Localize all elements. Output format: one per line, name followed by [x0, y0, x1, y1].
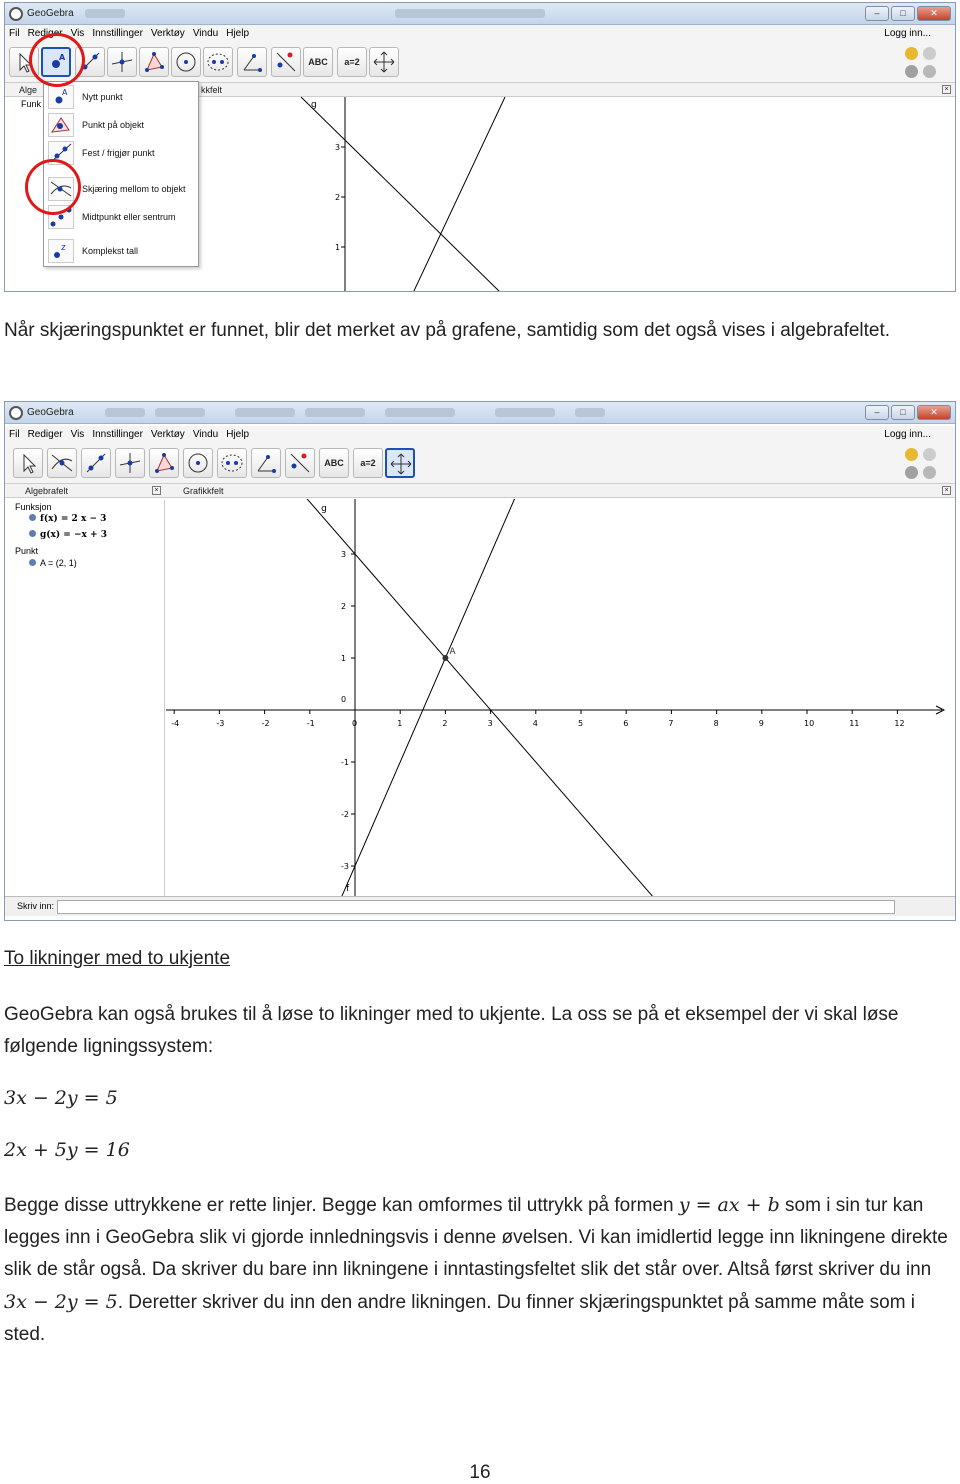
close-panel-icon[interactable]: × — [942, 486, 951, 495]
redo-icon[interactable] — [923, 47, 936, 60]
y-tick-label: -3 — [341, 862, 349, 871]
point-icon — [48, 85, 74, 109]
blurred-tab — [495, 408, 555, 417]
maximize-button[interactable]: □ — [891, 405, 915, 420]
intersect-tool-button[interactable] — [47, 448, 77, 478]
inline-math-equation: 3𝑥 − 2𝑦 = 5 — [4, 1291, 118, 1313]
line-label-g: g — [321, 504, 327, 514]
ellipse-icon — [220, 451, 244, 475]
maximize-button[interactable]: □ — [891, 6, 915, 21]
menu-vis[interactable]: Vis — [70, 429, 85, 440]
svg-text:A: A — [59, 53, 66, 62]
algebra-partial: Funk — [21, 99, 42, 109]
y-tick-label: 0 — [341, 695, 347, 704]
graphics-view-2[interactable] — [166, 499, 948, 897]
paragraph-explanation: Begge disse uttrykkene er rette linjer. Begge kan omformes til uttrykk på formen 𝑦 = 𝑎𝑥 + 𝑏 som i sin tur kan legges inn i GeoGebra slik vi gjorde innledningsvis i denne øvelsen. Vi kan imidlertid legge inn likningene direkte slik de står også. Da skriver du bare inn likningene i inntastingsfeltet slik det står over. Altså først skriver du inn 3𝑥 − 2𝑦 = 5. Deretter skriver du inn den andre likningen. Du finner skjæringspunktet på samme måte som i sted. — [4, 1194, 948, 1345]
x-tick-label: 2 — [442, 719, 448, 728]
close-panel-icon[interactable]: × — [942, 85, 951, 94]
move-view-tool-button[interactable] — [385, 448, 415, 478]
algebra-item-g[interactable]: g(x) = −x + 3 — [29, 530, 107, 540]
tree-group-punkt[interactable]: Punkt — [15, 546, 39, 556]
reflect-tool-button[interactable] — [271, 47, 301, 77]
ellipse-icon — [206, 50, 230, 74]
perpendicular-tool-button[interactable] — [115, 448, 145, 478]
x-tick-label: 0 — [352, 719, 358, 728]
x-tick-label: 3 — [487, 719, 493, 728]
menu-hjelp[interactable]: Hjelp — [226, 429, 250, 440]
dropdown-item-attach-detach[interactable]: Fest / frigjør punkt — [44, 138, 198, 168]
x-tick-label: 9 — [758, 719, 764, 728]
x-tick-label: -2 — [261, 719, 270, 728]
toolbar — [5, 43, 955, 83]
equation-2: 2𝑥 + 5𝑦 = 16 — [4, 1139, 130, 1161]
highlight-circle-intersect-tool — [25, 159, 81, 215]
x-tick-label: -4 — [171, 719, 180, 728]
section-heading: To likninger med to ukjente — [4, 948, 231, 969]
x-tick-label: 12 — [894, 719, 905, 728]
angle-icon — [254, 451, 278, 475]
y-tick-label: 3 — [341, 550, 347, 559]
reflect-icon — [274, 50, 298, 74]
x-tick-label: 5 — [578, 719, 584, 728]
input-label: Skriv inn: — [17, 901, 55, 911]
move-arrows-icon — [372, 50, 396, 74]
algebra-panel-header: Alge — [5, 83, 165, 97]
move-view-tool-button[interactable] — [369, 47, 399, 77]
settings-gear-icon[interactable] — [923, 466, 936, 479]
blurred-tab — [85, 9, 125, 18]
menu-rediger[interactable]: Rediger — [27, 429, 63, 440]
angle-icon — [240, 50, 264, 74]
perpendicular-line-icon — [110, 50, 134, 74]
intersection-point-A[interactable] — [442, 655, 448, 661]
menu-innstillinger[interactable]: Innstillinger — [92, 429, 143, 440]
inline-math-line-form: 𝑦 = 𝑎𝑥 + 𝑏 — [678, 1194, 780, 1216]
menu-bar — [5, 25, 955, 43]
geogebra-logo-icon — [9, 406, 23, 420]
x-tick-label: 8 — [713, 719, 719, 728]
line-label-f: f — [345, 884, 350, 894]
complex-number-icon — [48, 239, 74, 263]
y-tick-label: 1 — [341, 654, 347, 663]
login-link[interactable]: Logg inn... — [884, 28, 931, 39]
dropdown-item-midpoint[interactable]: Midtpunkt eller sentrum — [44, 202, 198, 232]
menu-vis[interactable]: Vis — [70, 28, 85, 39]
text-tool-button[interactable]: ABC — [319, 448, 349, 478]
line-label-g: g — [311, 100, 317, 110]
circle-icon — [186, 451, 210, 475]
slider-tool-button[interactable]: a=2 — [337, 47, 367, 77]
tree-group-funksjon[interactable]: Funksjon — [15, 502, 52, 512]
line-icon — [84, 451, 108, 475]
minimize-button[interactable]: – — [865, 6, 889, 21]
blurred-tab — [305, 408, 365, 417]
paragraph-intro: Når skjæringspunktet er funnet, blir det merket av på grafene, samtidig som det også vises i algebrafeltet. — [4, 320, 891, 341]
reflect-icon — [288, 451, 312, 475]
window-title: GeoGebra — [27, 8, 74, 19]
point-label-A: A — [449, 647, 456, 657]
circle-icon — [174, 50, 198, 74]
y-tick-label: 2 — [341, 602, 347, 611]
graphics-panel-header: kkfelt × — [165, 83, 955, 97]
undo-icon[interactable] — [905, 47, 918, 60]
close-button[interactable]: ✕ — [917, 6, 951, 21]
undo-redo-group — [905, 47, 941, 81]
polygon-icon — [152, 451, 176, 475]
x-tick-label: 7 — [668, 719, 674, 728]
menu-vindu[interactable]: Vindu — [192, 429, 219, 440]
help-icon[interactable] — [905, 466, 918, 479]
y-tick-label: 1 — [335, 243, 341, 252]
svg-text:z: z — [61, 243, 66, 253]
x-tick-label: 10 — [804, 719, 815, 728]
menu-vindu[interactable]: Vindu — [192, 28, 219, 39]
page-number: 16 — [469, 1462, 491, 1483]
point-on-object-icon — [48, 113, 74, 137]
blurred-tab — [155, 408, 205, 417]
undo-icon[interactable] — [905, 448, 918, 461]
perpendicular-line-icon — [118, 451, 142, 475]
ellipse-tool-button[interactable] — [203, 47, 233, 77]
equation-1: 3𝑥 − 2𝑦 = 5 — [4, 1087, 118, 1109]
minimize-button[interactable]: – — [865, 405, 889, 420]
algebra-view — [5, 500, 165, 896]
blurred-tab — [385, 408, 455, 417]
visibility-dot-icon[interactable] — [29, 559, 36, 566]
close-button[interactable]: ✕ — [917, 405, 951, 420]
cursor-arrow-icon — [16, 451, 40, 475]
undo-redo-group — [905, 448, 941, 482]
y-tick-label: 2 — [335, 193, 341, 202]
redo-icon[interactable] — [923, 448, 936, 461]
graphics-view-1[interactable] — [165, 97, 955, 292]
x-tick-label: 11 — [849, 719, 860, 728]
angle-tool-button[interactable] — [237, 47, 267, 77]
dropdown-item-new-point[interactable]: A Nytt punkt — [44, 82, 198, 112]
line-tool-button[interactable] — [81, 448, 111, 478]
dropdown-item-point-on-object[interactable]: Punkt på objekt — [44, 110, 198, 140]
y-tick-label: -2 — [341, 810, 349, 819]
x-tick-label: 4 — [532, 719, 538, 728]
line-f[interactable] — [413, 97, 505, 292]
x-tick-label: 6 — [623, 719, 629, 728]
blurred-tab — [235, 408, 295, 417]
menu-fil[interactable]: Fil — [9, 28, 20, 39]
polygon-icon — [142, 50, 166, 74]
close-panel-icon[interactable]: × — [152, 486, 161, 495]
toolbar — [5, 444, 955, 484]
geogebra-logo-icon — [9, 7, 23, 21]
line-f[interactable] — [166, 499, 948, 897]
y-tick-label: 3 — [335, 143, 341, 152]
algebra-panel-header: Algebrafelt × — [5, 484, 165, 498]
paragraph-system: GeoGebra kan også brukes til å løse to likninger med to ukjente. La oss se på et eksempel der vi skal løse følgende ligningssystem: — [4, 1004, 899, 1057]
blurred-tab — [575, 408, 605, 417]
circle-tool-button[interactable] — [183, 448, 213, 478]
menu-verktoy[interactable]: Verktøy — [150, 28, 185, 39]
move-arrows-icon — [389, 452, 413, 476]
move-tool-button[interactable] — [13, 448, 43, 478]
menu-rediger[interactable]: Rediger — [27, 28, 63, 39]
menu-fil[interactable]: Fil — [9, 429, 20, 440]
line-g[interactable] — [301, 97, 501, 292]
screenshot-geogebra-menu — [4, 2, 956, 292]
window-titlebar — [5, 402, 955, 424]
menu-hjelp[interactable]: Hjelp — [226, 28, 250, 39]
intersect-icon — [50, 451, 74, 475]
visibility-dot-icon[interactable] — [29, 514, 36, 521]
dropdown-item-intersect[interactable]: Skjæring mellom to objekt — [44, 174, 198, 204]
algebra-item-f[interactable]: f(x) = 2 x − 3 — [29, 514, 106, 524]
settings-gear-icon[interactable] — [923, 65, 936, 78]
window-titlebar — [5, 3, 955, 25]
line-g[interactable] — [166, 499, 948, 897]
svg-text:A: A — [62, 88, 68, 97]
input-field[interactable] — [57, 900, 895, 914]
polygon-tool-button[interactable] — [149, 448, 179, 478]
perpendicular-tool-button[interactable] — [107, 47, 137, 77]
angle-tool-button[interactable] — [251, 448, 281, 478]
reflect-tool-button[interactable] — [285, 448, 315, 478]
circle-tool-button[interactable] — [171, 47, 201, 77]
graphics-panel-header: Grafikkfelt × — [165, 484, 955, 498]
screenshot-geogebra-intersection — [4, 401, 956, 921]
algebra-item-A[interactable]: A = (2, 1) — [29, 558, 77, 568]
visibility-dot-icon[interactable] — [29, 530, 36, 537]
blurred-tab — [105, 408, 145, 417]
slider-tool-button[interactable]: a=2 — [353, 448, 383, 478]
x-tick-label: -1 — [306, 719, 315, 728]
x-tick-label: -3 — [216, 719, 225, 728]
x-tick-label: 1 — [397, 719, 403, 728]
menu-verktoy[interactable]: Verktøy — [150, 429, 185, 440]
menu-innstillinger[interactable]: Innstillinger — [92, 28, 143, 39]
polygon-tool-button[interactable] — [139, 47, 169, 77]
text-tool-button[interactable]: ABC — [303, 47, 333, 77]
blurred-title — [395, 9, 545, 18]
login-link[interactable]: Logg inn... — [884, 429, 931, 440]
window-title: GeoGebra — [27, 407, 74, 418]
help-icon[interactable] — [905, 65, 918, 78]
input-bar — [5, 896, 955, 916]
ellipse-tool-button[interactable] — [217, 448, 247, 478]
menu-bar — [5, 426, 955, 444]
highlight-circle-point-tool — [29, 33, 85, 87]
y-tick-label: -1 — [341, 758, 349, 767]
dropdown-item-complex-number[interactable]: z Komplekst tall — [44, 236, 198, 266]
